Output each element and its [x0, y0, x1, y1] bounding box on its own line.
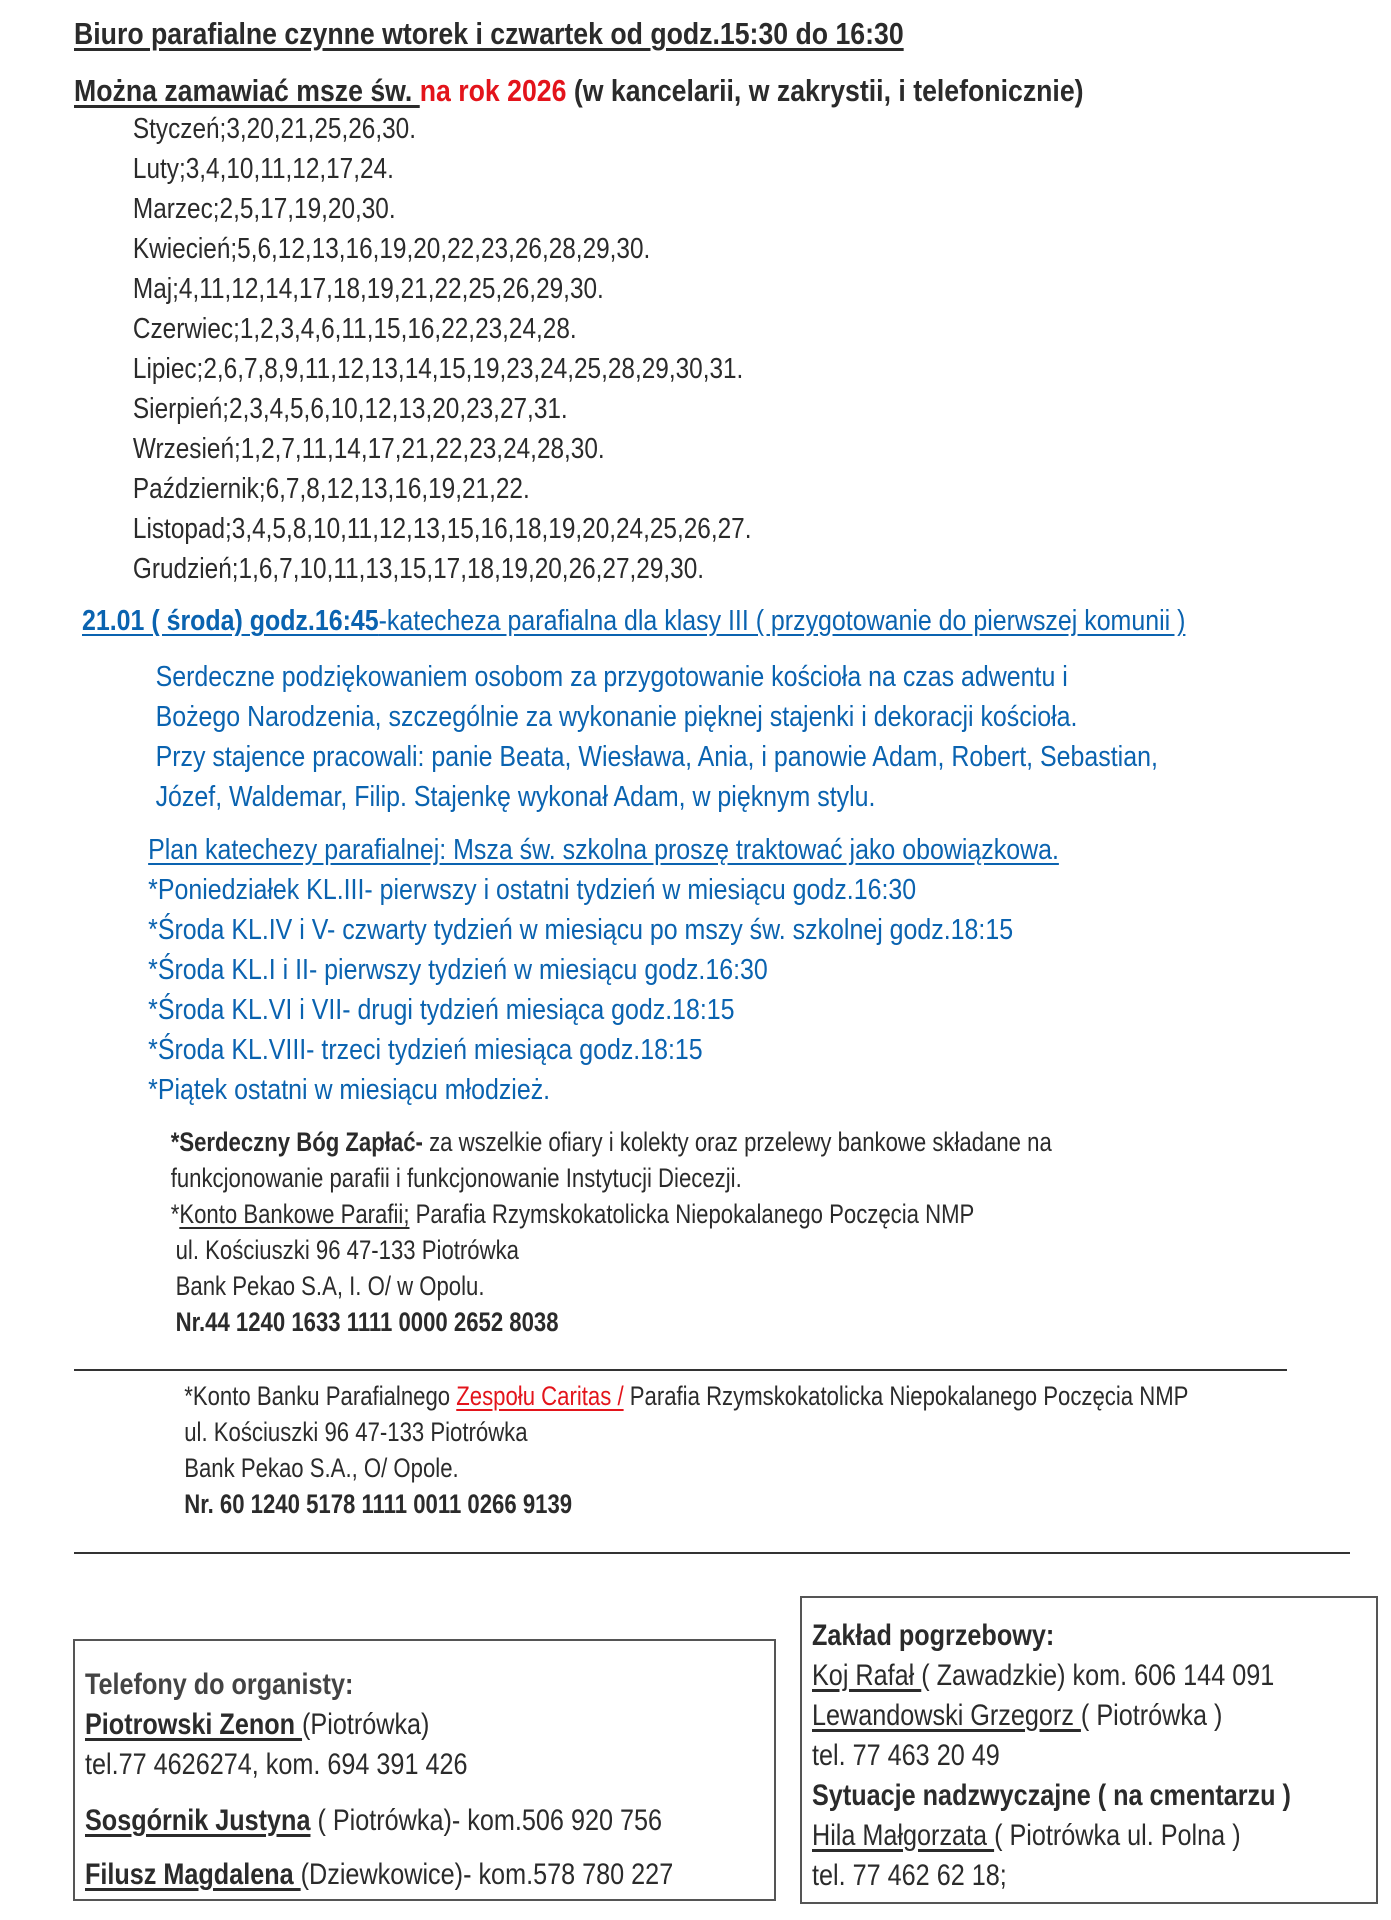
- month-row: Styczeń;3,20,21,25,26,30.: [132, 113, 416, 145]
- parish-account-label: Konto Bankowe Parafii;: [179, 1199, 410, 1229]
- month-row: Grudzień;1,6,7,10,11,13,15,17,18,19,20,26,27,29,30.: [132, 553, 705, 585]
- caritas-name: Parafia Rzymskokatolicka Niepokalanego Poczęcia NMP: [623, 1381, 1189, 1411]
- plan-item: *Środa KL.VI i VII- drugi tydzień miesiąca godz.18:15: [148, 994, 735, 1026]
- organist-phone: (Dziewkowice)- kom.578 780 227: [300, 1858, 674, 1891]
- month-row: Kwiecień;5,6,12,13,16,19,20,22,23,26,28,29,30.: [132, 233, 651, 265]
- plan-item: *Piątek ostatni w miesiącu młodzież.: [148, 1074, 551, 1106]
- funeral-box: [800, 1596, 1378, 1904]
- organist-name: Sosgórnik Justyna: [85, 1804, 311, 1837]
- donations-line1: za wszelkie ofiary i kolekty oraz przelewy bankowe składane na: [422, 1127, 1052, 1157]
- funeral-contact-name: Koj Rafał: [812, 1659, 922, 1692]
- funeral-contact-info: ( Piotrówka ul. Polna ): [994, 1819, 1241, 1852]
- thanks-line: Bożego Narodzenia, szczególnie za wykonanie pięknej stajenki i dekoracji kościoła.: [155, 701, 1078, 733]
- office-hours: Biuro parafialne czynne wtorek i czwartek od godz.15:30 do 16:30: [74, 16, 904, 51]
- mass-orders-lead: Można zamawiać msze św.: [74, 73, 420, 108]
- plan-item: *Poniedziałek KL.III- pierwszy i ostatni tydzień w miesiącu godz.16:30: [148, 874, 917, 906]
- month-row: Sierpień;2,3,4,5,6,10,12,13,20,23,27,31.: [132, 393, 568, 425]
- thanks-line: Serdeczne podziękowaniem osobom za przygotowanie kościoła na czas adwentu i: [155, 661, 1068, 693]
- caritas-label: Zespołu Caritas /: [456, 1381, 624, 1411]
- account-star: *: [170, 1199, 180, 1229]
- organist-place: (Piotrówka): [302, 1708, 430, 1741]
- organist-phone: tel.77 4626274, kom. 694 391 426: [85, 1748, 468, 1781]
- parish-account-address: ul. Kościuszki 96 47-133 Piotrówka: [175, 1235, 519, 1265]
- mass-orders-heading: [74, 73, 1084, 109]
- donations-block: [74, 1124, 1148, 1340]
- organists-box: [73, 1639, 776, 1901]
- month-row: Lipiec;2,6,7,8,9,11,12,13,14,15,19,23,24,25,28,29,30,31.: [132, 353, 744, 385]
- thanks-line: Przy stajence pracowali: panie Beata, Wiesława, Ania, i panowie Adam, Robert, Sebastian,: [155, 741, 1158, 773]
- funeral-contact-info: ( Piotrówka ): [1080, 1699, 1223, 1732]
- catechesis-date: 21.01 ( środa) godz.16:45: [82, 605, 379, 637]
- caritas-block: [74, 1378, 1299, 1522]
- catechesis-notice: [82, 601, 1185, 641]
- catechesis-plan: [74, 830, 1133, 1110]
- funeral-contact-info: ( Zawadzkie) kom. 606 144 091: [921, 1659, 1275, 1692]
- funeral-contact-name: Lewandowski Grzegorz: [812, 1699, 1081, 1732]
- organists-title: Telefony do organisty:: [85, 1668, 354, 1701]
- thanks-line: Józef, Waldemar, Filip. Stajenkę wykonał Adam, w pięknym stylu.: [155, 781, 876, 813]
- plan-title: Plan katechezy parafialnej: Msza św. szkolna proszę traktować jako obowiązkowa.: [148, 834, 1059, 866]
- month-row: Marzec;2,5,17,19,20,30.: [132, 193, 396, 225]
- divider: [74, 1369, 1287, 1371]
- donations-line2: funkcjonowanie parafii i funkcjonowanie Instytucji Diecezji.: [170, 1163, 742, 1193]
- month-row: Wrzesień;1,2,7,11,14,17,21,22,23,24,28,30.: [132, 433, 605, 465]
- caritas-bank: Bank Pekao S.A., O/ Opole.: [184, 1453, 459, 1483]
- month-row: Listopad;3,4,5,8,10,11,12,13,15,16,18,19,20,24,25,26,27.: [132, 513, 752, 545]
- catechesis-text: -katecheza parafialna dla klasy III ( przygotowanie do pierwszej komunii ): [378, 605, 1186, 637]
- plan-item: *Środa KL.VIII- trzeci tydzień miesiąca godz.18:15: [148, 1034, 703, 1066]
- donations-bold: *Serdeczny Bóg Zapłać-: [170, 1127, 423, 1157]
- emergency-title: Sytuacje nadzwyczajne ( na cmentarzu ): [812, 1779, 1291, 1812]
- plan-item: *Środa KL.IV i V- czwarty tydzień w miesiącu po mszy św. szkolnej godz.18:15: [148, 914, 1014, 946]
- caritas-number: Nr. 60 1240 5178 1111 0011 0266 9139: [184, 1489, 573, 1519]
- funeral-contact-phone: tel. 77 463 20 49: [812, 1739, 1000, 1772]
- month-row: Luty;3,4,10,11,12,17,24.: [132, 153, 394, 185]
- divider: [74, 1552, 1350, 1554]
- parish-account-name: Parafia Rzymskokatolicka Niepokalanego Poczęcia NMP: [409, 1199, 975, 1229]
- organist-name: Piotrowski Zenon: [85, 1708, 303, 1741]
- funeral-contact-name: Hila Małgorzata: [812, 1819, 995, 1852]
- parish-account-number: Nr.44 1240 1633 1111 0000 2652 8038: [175, 1307, 559, 1337]
- month-list: [74, 109, 810, 589]
- funeral-title: Zakład pogrzebowy:: [812, 1619, 1055, 1652]
- month-row: Maj;4,11,12,14,17,18,19,21,22,25,26,29,30.: [132, 273, 604, 305]
- mass-orders-year: na rok 2026: [419, 73, 567, 108]
- caritas-address: ul. Kościuszki 96 47-133 Piotrówka: [184, 1417, 528, 1447]
- organist-phone: ( Piotrówka)- kom.506 920 756: [310, 1804, 663, 1837]
- month-row: Czerwiec;1,2,3,4,6,11,15,16,22,23,24,28.: [132, 313, 577, 345]
- organist-name: Filusz Magdalena: [85, 1858, 301, 1891]
- month-row: Październik;6,7,8,12,13,16,19,21,22.: [132, 473, 530, 505]
- funeral-contact-phone: tel. 77 462 62 18;: [812, 1859, 1007, 1892]
- parish-account-bank: Bank Pekao S.A, I. O/ w Opolu.: [175, 1271, 485, 1301]
- plan-item: *Środa KL.I i II- pierwszy tydzień w miesiącu godz.16:30: [148, 954, 768, 986]
- caritas-lead: *Konto Banku Parafialnego: [184, 1381, 457, 1411]
- mass-orders-where: (w kancelarii, w zakrystii, i telefonicznie): [566, 73, 1084, 108]
- thanks-paragraph: [74, 657, 1239, 817]
